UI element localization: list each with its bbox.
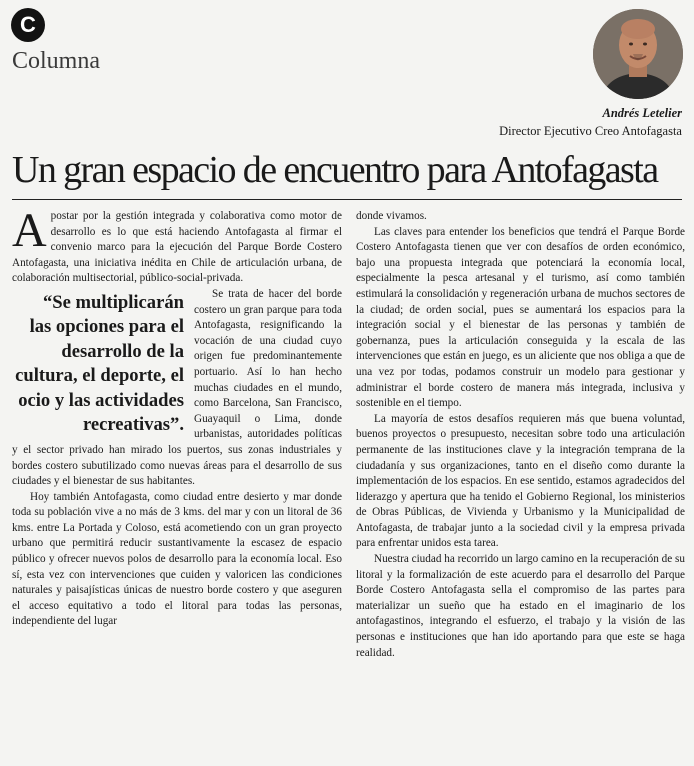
section-label: Columna [12, 48, 100, 74]
drop-cap: A [12, 204, 47, 257]
headline-rule [12, 199, 682, 200]
pull-quote: “Se multiplicarán las opciones para el desarrollo de la cultura, el deporte, el ocio y las actividades recreativas”. [15, 291, 184, 435]
paragraph: Hoy también Antofagasta, como ciudad entre desierto y mar donde toda su población vive a no más de 3 kms. del mar y con un litoral de 36 kms. entre La Portada y Coloso, está acometiendo con un gran proyecto urbano que permitirá reducir sustantivamente la escasez de espacio público y ofrecer nuevos polos de desarrollo para la economía local. Eso sí, esta vez con intervenciones que cuiden y valoricen las condiciones naturales y paisajísticas únicas de nuestro borde costero y que aseguren el acceso equitativo a todo el litoral para todas las personas, independiente del lugar [12, 490, 342, 628]
paragraph: Apostar por la gestión integrada y colaborativa como motor de desarrollo es lo que está haciendo Antofagasta al firmar el convenio marco para la ejecución del Parque Borde Costero Antofagasta, una iniciativa inédita en Chile de articulación urbana, de colaboración multisectorial, público-social-privada. [12, 204, 342, 285]
paragraph: Nuestra ciudad ha recorrido un largo camino en la recuperación de su litoral y la formalización de este acuerdo para el desarrollo del Parque Borde Costero Antofagasta sella el compromiso de las partes para materializar un sueño que ha estado en el imaginario de los antofagastinos, integrando el esfuerzo, el trabajo y la visión de las personas e instituciones que han ido aportando para que este se haga realidad. [356, 553, 685, 659]
column-right [356, 209, 685, 661]
column-badge: C [11, 8, 45, 42]
paragraph: donde vivamos. [356, 210, 427, 222]
paragraph: La mayoría de estos desafíos requieren más que buena voluntad, buenos proyectos o presupuesto, necesitan sobre todo una articulación permanente de las instituciones clave y la integración temprana de la ciudadanía y sus organizaciones, tanto en el diseño como durante la implementación de los espacios. En ese sentido, estamos agradecidos del liderazgo y apertura que ha tenido el Gobierno Regional, los ministerios de Obras Públicas, de Vivienda y Urbanismo y la Municipalidad de Antofagasta, de trabajar junto a la sociedad civil y la empresa privada para enfrentar unidos esta tarea. [356, 412, 685, 550]
headline: Un gran espacio de encuentro para Antofagasta [12, 149, 658, 191]
author-byline [499, 104, 682, 140]
author-role: Director Ejecutivo Creo Antofagasta [499, 124, 682, 138]
paragraph: Las claves para entender los beneficios que tendrá el Parque Borde Costero Antofagasta tienen que ver con desafíos de orden económico, bajo una propuesta integrada que potenciará la economía local, especialmente la pesca artesanal y el turismo, así como también estimulará la consolidación y regeneración urbana de muchos sectores de la ciudad; de orden social, pues se aumentará los espacios para la integración social y el bienestar de las personas y también de gobernanza, pues la articulación conseguida y la escala de las intervenciones que están en juego, es un aliciente que nos obliga a que de una vez por todas, podamos construir un modelo para gestionar y administrar el borde costero de manera más integrada, inclusiva y sostenible en el tiempo. [356, 225, 685, 410]
paragraph: “Se multiplicarán las opciones para el desarrollo de la cultura, el deporte, el ocio y las actividades recreativas”. Se trata de hacer del borde costero un gran parque para toda Antofagasta, resignificando la vocación de una ciudad cuyo origen fue predominantemente portuario. Así lo han hecho muchas ciudades en el mundo, como Barcelona, San Francisco, Guayaquil o Lima, donde urbanistas, autoridades políticas y el sector privado han mirado los puertos, sus zonas industriales y bordes costero subutilizado como nuevas áreas para el desarrollo de sus ciudades y el bienestar de sus habitantes. [12, 287, 342, 488]
author-photo [593, 9, 683, 99]
author-name: Andrés Letelier [602, 106, 682, 120]
column-left [12, 204, 342, 630]
